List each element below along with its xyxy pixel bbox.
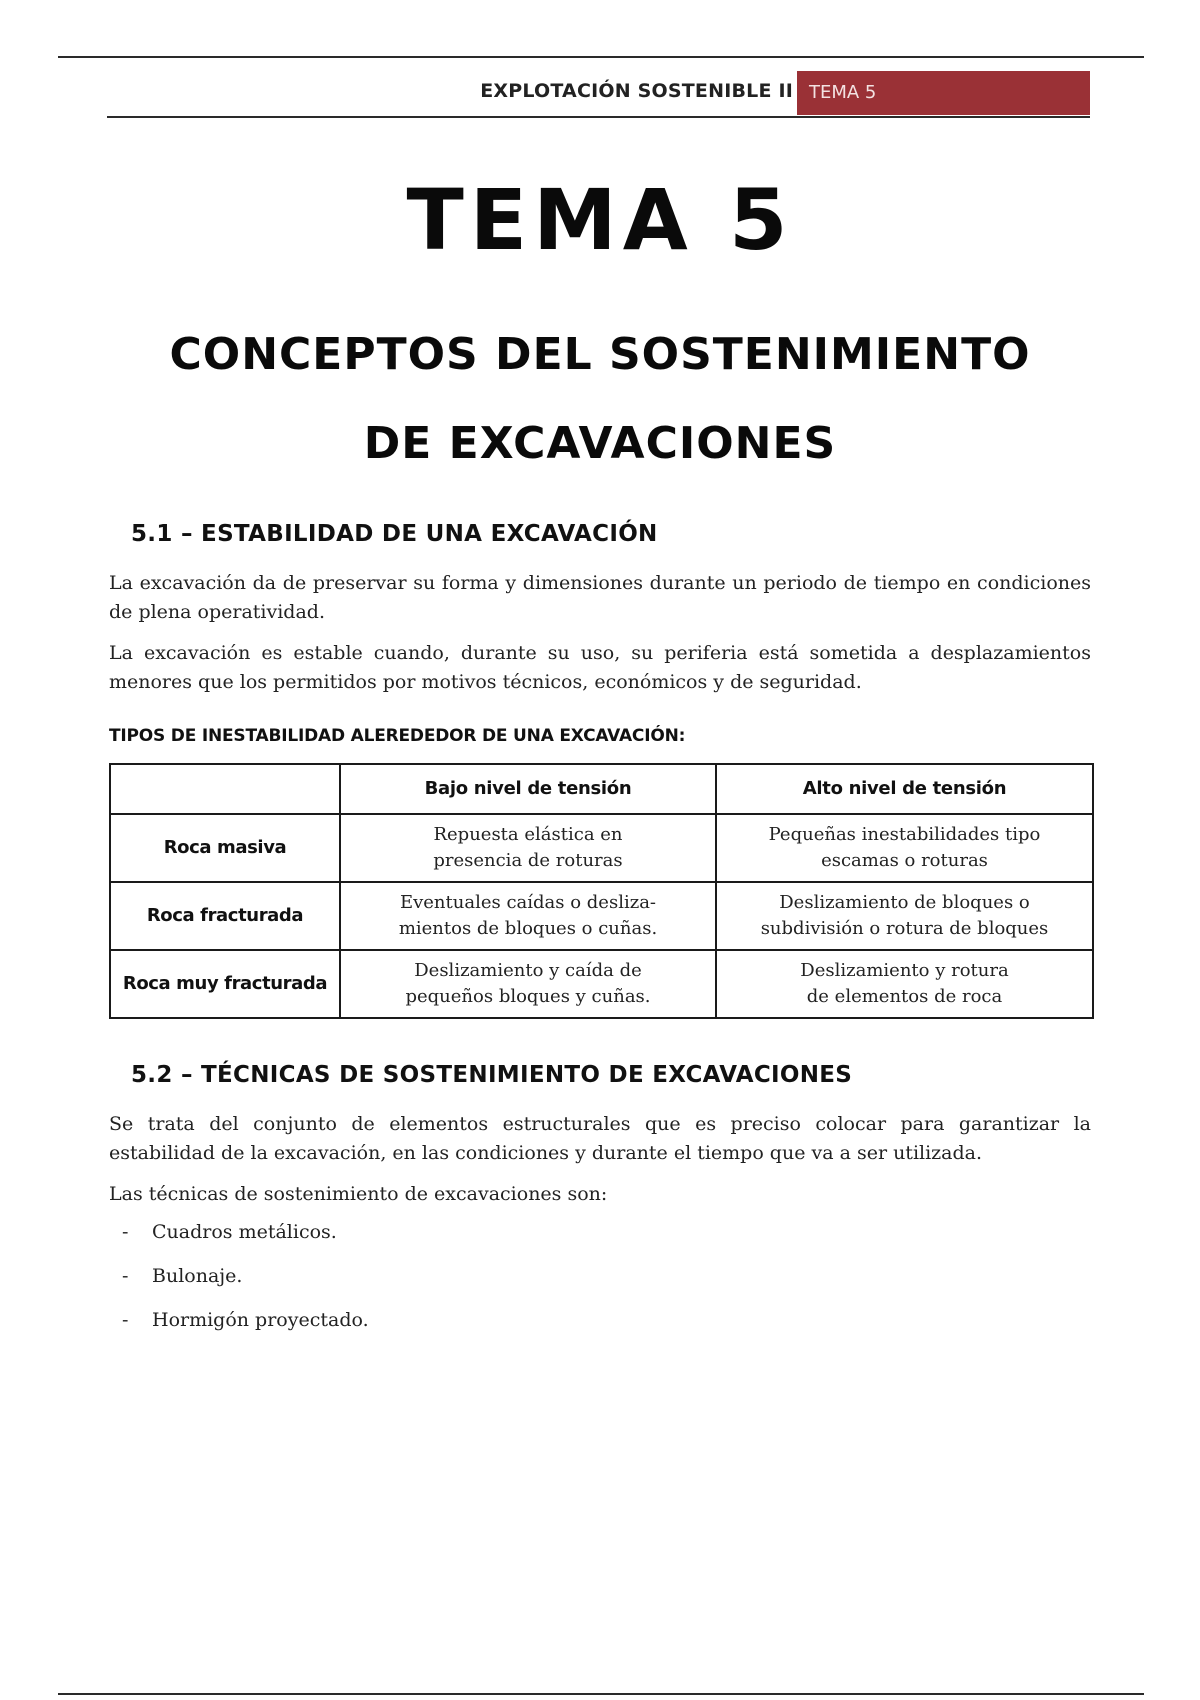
table-row [110,814,1093,882]
section-heading-5-2: 5.2 – TÉCNICAS DE SOSTENIMIENTO DE EXCAVACIONES [131,1062,853,1088]
instability-table [109,763,1094,1019]
cell-line: subdivisión o rotura de bloques [760,918,1049,939]
cell-line: escamas o roturas [821,850,988,871]
table-row [110,882,1093,950]
cell-line: Repuesta elástica en [433,824,623,845]
list-item [122,1261,369,1305]
cell-line: Deslizamiento y rotura [800,960,1009,981]
cell-line: Deslizamiento de bloques o [779,892,1030,913]
table-cell [716,950,1093,1018]
list-marker: - [122,1265,129,1287]
chapter-subtitle-line1: CONCEPTOS DEL SOSTENIMIENTO [169,329,1031,380]
list-item-text: Bulonaje. [152,1265,243,1287]
cell-line: Deslizamiento y caída de [414,960,642,981]
header-subject: EXPLOTACIÓN SOSTENIBLE II [480,80,793,102]
list-marker: - [122,1221,129,1243]
table-cell [340,814,716,882]
table-cell [716,814,1093,882]
cell-line: mientos de bloques o cuñas. [398,918,658,939]
list-item [122,1217,369,1261]
techniques-list [122,1217,369,1349]
table-header-high-tension: Alto nivel de tensión [716,764,1093,814]
paragraph: La excavación es estable cuando, durante su uso, su periferia está sometida a desplazamientos menores que los permitidos por motivos técnicos, económicos y de seguridad. [109,642,1091,693]
table-cell [340,882,716,950]
list-item-text: Hormigón proyectado. [152,1309,369,1331]
list-item [122,1305,369,1349]
paragraph: Las técnicas de sostenimiento de excavaciones son: [109,1183,608,1205]
cell-line: Pequeñas inestabilidades tipo [768,824,1041,845]
section-heading-5-1: 5.1 – ESTABILIDAD DE UNA EXCAVACIÓN [131,521,658,547]
row-label: Roca fracturada [110,882,340,950]
table-header-cell-empty [110,764,340,814]
header-tag: TEMA 5 [797,71,1090,115]
table-row [110,950,1093,1018]
row-label: Roca masiva [110,814,340,882]
paragraph: La excavación da de preservar su forma y dimensiones durante un periodo de tiempo en condiciones de plena operatividad. [109,572,1091,623]
cell-line: pequeños bloques y cuñas. [405,986,651,1007]
page-header [107,70,1090,118]
table-header-row [110,764,1093,814]
chapter-subtitle-line2: DE EXCAVACIONES [363,418,837,469]
paragraph: Se trata del conjunto de elementos estructurales que es preciso colocar para garantizar la estabilidad de la excavación, en las condiciones y durante el tiempo que va a ser utilizada. [109,1113,1091,1164]
top-rule [58,56,1144,58]
cell-line: de elementos de roca [806,986,1003,1007]
chapter-title: TEMA 5 [406,171,794,269]
table-caption: TIPOS DE INESTABILIDAD ALEREDEDOR DE UNA EXCAVACIÓN: [109,726,686,746]
cell-line: presencia de roturas [433,850,623,871]
table-header-low-tension: Bajo nivel de tensión [340,764,716,814]
table-cell [340,950,716,1018]
list-marker: - [122,1309,129,1331]
bottom-rule [58,1693,1144,1695]
list-item-text: Cuadros metálicos. [152,1221,337,1243]
table-cell [716,882,1093,950]
cell-line: Eventuales caídas o desliza- [399,892,657,913]
row-label: Roca muy fracturada [110,950,340,1018]
